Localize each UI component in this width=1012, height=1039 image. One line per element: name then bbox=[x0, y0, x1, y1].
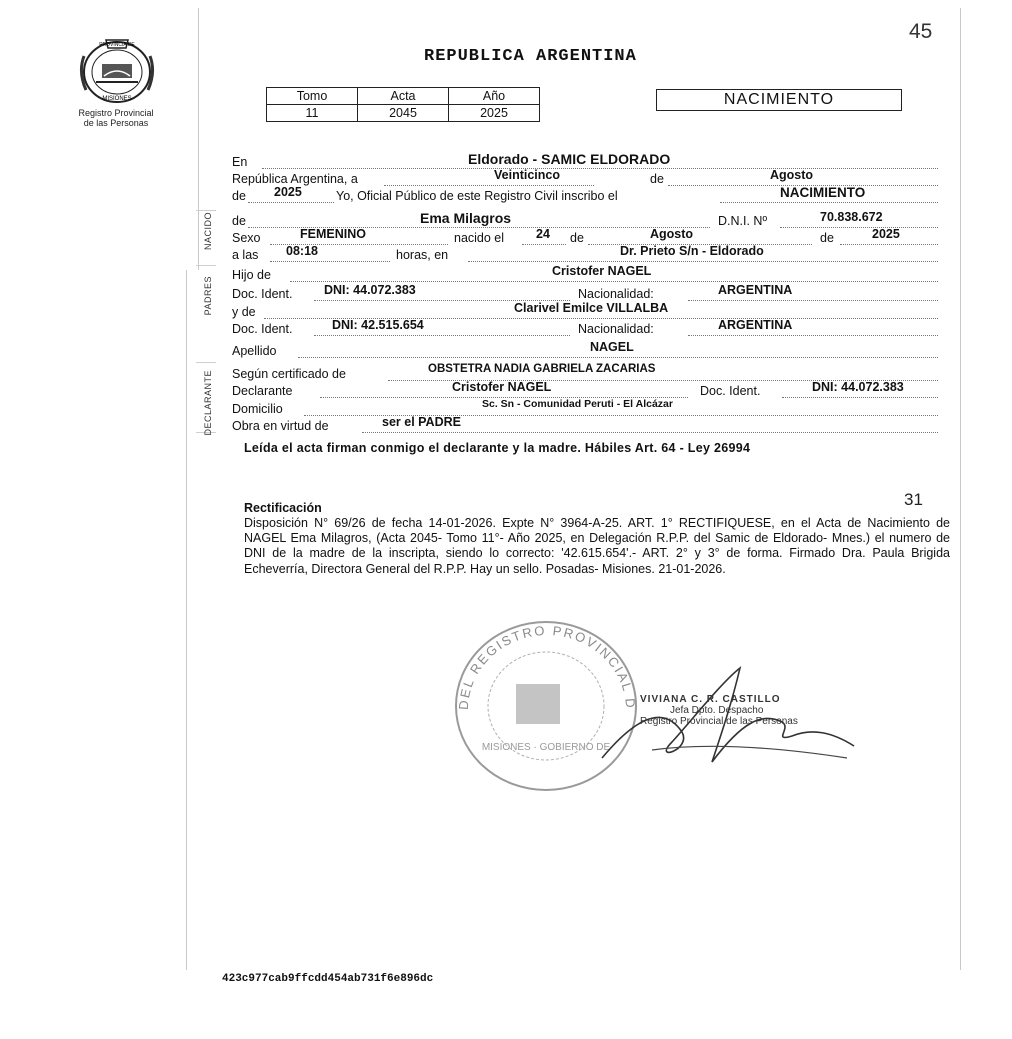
frame-line-left-top bbox=[198, 8, 199, 270]
value-padre: Cristofer NAGEL bbox=[552, 264, 652, 278]
row-sexo bbox=[232, 227, 940, 248]
section-label-nacido: NACIDO bbox=[203, 212, 213, 251]
dotted-line bbox=[298, 357, 938, 358]
signatory-role: Jefa Dpto. Despacho bbox=[670, 705, 764, 716]
dotted-line bbox=[780, 227, 938, 228]
registry-caption-line1: Registro Provincial bbox=[78, 108, 154, 118]
summary-value-tomo: 11 bbox=[267, 105, 358, 122]
section-divider bbox=[196, 362, 216, 363]
label-doc-ident3: Doc. Ident. bbox=[700, 384, 761, 398]
seal-outer-text: DEL REGISTRO PROVINCIAL D bbox=[455, 622, 639, 711]
label-sexo: Sexo bbox=[232, 231, 261, 245]
document-title: REPUBLICA ARGENTINA bbox=[424, 47, 637, 66]
label-nacionalidad: Nacionalidad: bbox=[578, 287, 654, 301]
row-hora bbox=[232, 244, 940, 265]
seal-inner-text: MISIONES · GOBIERNO DE bbox=[481, 742, 611, 753]
label-horas-en: horas, en bbox=[396, 248, 449, 262]
value-padre-nac: ARGENTINA bbox=[718, 283, 793, 297]
registry-caption-line2: de las Personas bbox=[83, 118, 149, 128]
dotted-line bbox=[314, 335, 570, 336]
value-domicilio: Sc. Sn - Comunidad Peruti - El Alcázar bbox=[482, 398, 673, 410]
label-doc-ident: Doc. Ident. bbox=[232, 287, 293, 301]
dotted-line bbox=[522, 244, 566, 245]
document-hash: 423c977cab9ffcdd454ab731f6e896dc bbox=[222, 973, 434, 985]
value-anio: 2025 bbox=[274, 185, 302, 199]
summary-value-acta: 2045 bbox=[358, 105, 449, 122]
label-y-de: y de bbox=[232, 305, 256, 319]
row-obra bbox=[232, 415, 940, 436]
label-de-nacido: de bbox=[232, 214, 246, 228]
value-padre-dni: DNI: 44.072.383 bbox=[324, 283, 416, 297]
record-type-box: NACIMIENTO bbox=[656, 89, 902, 111]
label-doc-ident2: Doc. Ident. bbox=[232, 322, 293, 336]
signature-block bbox=[640, 694, 798, 727]
value-nombre: Ema Milagros bbox=[420, 210, 512, 226]
logo-text-bottom: MISIONES bbox=[102, 96, 132, 102]
value-declarante-dni: DNI: 44.072.383 bbox=[812, 380, 904, 394]
label-dni: D.N.I. Nº bbox=[718, 214, 768, 228]
dotted-line bbox=[384, 185, 594, 186]
section-label-padres: PADRES bbox=[203, 276, 213, 316]
label-de-a: de bbox=[570, 231, 584, 245]
value-declarante: Cristofer NAGEL bbox=[452, 380, 552, 394]
value-sexo: FEMENINO bbox=[300, 227, 366, 241]
dotted-line bbox=[688, 300, 938, 301]
row-madre-doc bbox=[232, 318, 940, 339]
value-obra: ser el PADRE bbox=[382, 415, 461, 429]
label-domicilio: Domicilio bbox=[232, 402, 283, 416]
frame-line-right bbox=[960, 8, 961, 970]
section-label-declarante: DECLARANTE bbox=[203, 370, 213, 436]
row-apellido bbox=[232, 340, 940, 361]
dotted-line bbox=[262, 168, 938, 169]
value-lugar-nac: Dr. Prieto S/n - Eldorado bbox=[620, 244, 764, 258]
dotted-line bbox=[688, 335, 938, 336]
dotted-line bbox=[720, 202, 938, 203]
dotted-line bbox=[782, 397, 938, 398]
value-dia: Veinticinco bbox=[494, 168, 560, 182]
label-hijo-de: Hijo de bbox=[232, 268, 271, 282]
summary-value-anio: 2025 bbox=[449, 105, 540, 122]
value-apellido: NAGEL bbox=[590, 340, 634, 354]
section-divider bbox=[196, 265, 216, 266]
signatory-name: VIVIANA C. R. CASTILLO bbox=[640, 694, 781, 705]
province-logo bbox=[76, 36, 158, 106]
label-republica: República Argentina, a bbox=[232, 172, 358, 186]
dotted-line bbox=[290, 281, 938, 282]
dotted-line bbox=[362, 432, 938, 433]
label-apellido: Apellido bbox=[232, 344, 277, 358]
summary-header-anio: Año bbox=[449, 88, 540, 105]
value-hora: 08:18 bbox=[286, 244, 318, 258]
label-segun-certificado: Según certificado de bbox=[232, 367, 346, 381]
row-lugar bbox=[232, 151, 940, 172]
value-nac-anio: 2025 bbox=[872, 227, 900, 241]
label-a-las: a las bbox=[232, 248, 259, 262]
signatory-org: Registro Provincial de las Personas bbox=[640, 716, 798, 727]
rectificacion-title: Rectificación bbox=[244, 501, 322, 515]
frame-line-left-bottom bbox=[186, 270, 187, 970]
section-divider bbox=[196, 210, 216, 211]
page-number: 45 bbox=[909, 20, 933, 43]
value-dni: 70.838.672 bbox=[820, 210, 883, 224]
rectificacion-number: 31 bbox=[904, 490, 923, 509]
value-inscripcion: NACIMIENTO bbox=[780, 185, 866, 200]
label-yo: Yo, Oficial Público de este Registro Civil inscribo el bbox=[336, 189, 618, 203]
label-nacionalidad2: Nacionalidad: bbox=[578, 322, 654, 336]
row-domicilio bbox=[232, 398, 940, 419]
dotted-line bbox=[248, 202, 334, 203]
summary-table bbox=[266, 87, 540, 122]
value-nac-mes: Agosto bbox=[650, 227, 694, 241]
logo-text-top: PROVINCIA DE bbox=[99, 42, 135, 48]
value-madre-nac: ARGENTINA bbox=[718, 318, 793, 332]
label-en: En bbox=[232, 155, 248, 169]
registry-caption bbox=[56, 108, 176, 128]
value-lugar: Eldorado - SAMIC ELDORADO bbox=[468, 151, 671, 167]
value-nac-dia: 24 bbox=[536, 227, 550, 241]
dotted-line bbox=[468, 261, 938, 262]
value-madre-dni: DNI: 42.515.654 bbox=[332, 318, 424, 332]
label-de: de bbox=[650, 172, 664, 186]
value-certificado: OBSTETRA NADIA GABRIELA ZACARIAS bbox=[428, 363, 656, 375]
value-madre: Clarivel Emilce VILLALBA bbox=[514, 301, 669, 315]
rectificacion-text: Disposición N° 69/26 de fecha 14-01-2026. Expte N° 3964-A-25. ART. 1° RECTIFIQUESE, en el Acta de Nacimiento de NAGEL Ema Milagros, (Acta 2045- Tomo 11°- Año 2025, en Delegación R.P.P. del Samic de Eldorado- Mnes.) el numero de DNI de la madre de la inscripta, siendo lo correcto: '42.615.654'.- ART. 2° y 3° de forma. Firmado Dra. Paula Brigida Echeverría, Directora General del R.P.P. Hay un sello. Posadas- Misiones. 21-01-2026. bbox=[244, 516, 950, 576]
label-de-b: de bbox=[820, 231, 834, 245]
row-inscripcion bbox=[232, 185, 940, 206]
dotted-line bbox=[840, 244, 938, 245]
summary-header-acta: Acta bbox=[358, 88, 449, 105]
dotted-line bbox=[270, 261, 390, 262]
label-nacido-el: nacido el bbox=[454, 231, 505, 245]
label-declarante: Declarante bbox=[232, 384, 293, 398]
label-obra-en-virtud: Obra en virtud de bbox=[232, 419, 329, 433]
closing-note: Leída el acta firman conmigo el declarante y la madre. Hábiles Art. 64 - Ley 26994 bbox=[244, 441, 751, 455]
label-de2: de bbox=[232, 189, 246, 203]
value-mes: Agosto bbox=[770, 168, 814, 182]
summary-header-tomo: Tomo bbox=[267, 88, 358, 105]
